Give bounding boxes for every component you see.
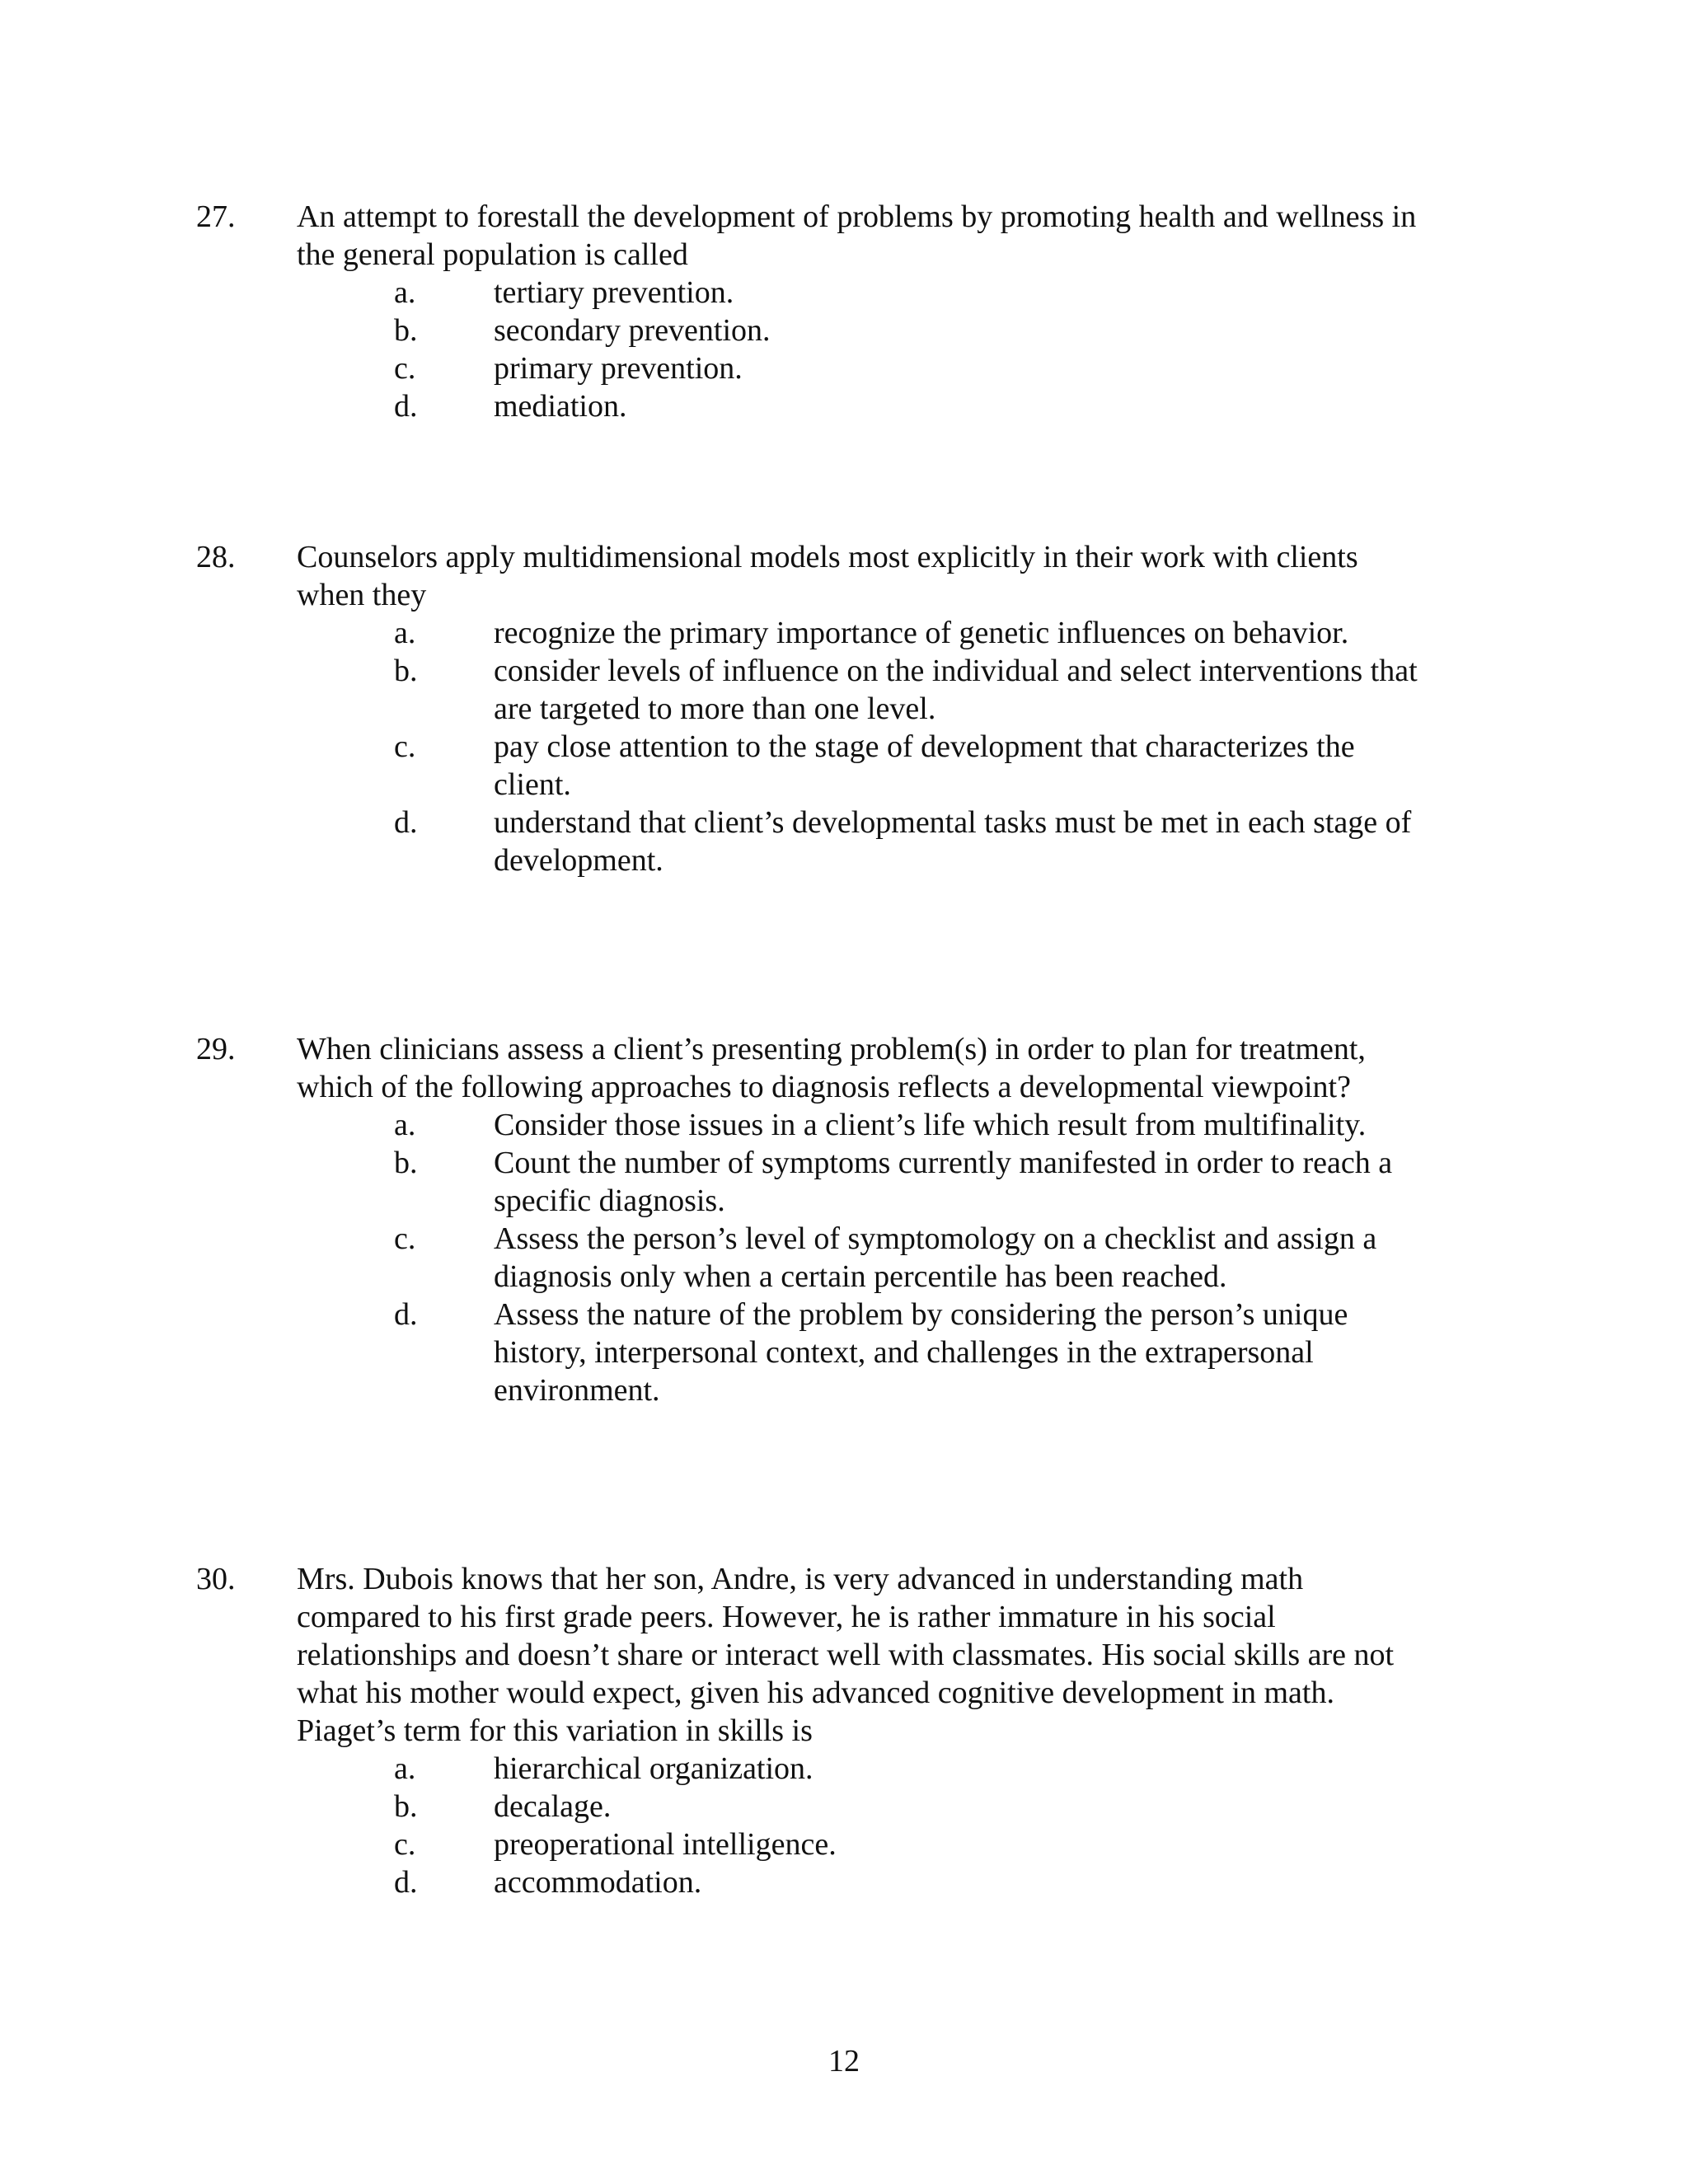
option-text: primary prevention. xyxy=(494,351,743,386)
option-text: history, interpersonal context, and challenges in the extrapersonal xyxy=(494,1335,1314,1370)
option-text: client. xyxy=(494,767,571,802)
answer-options xyxy=(0,274,1688,425)
option-text: tertiary prevention. xyxy=(494,275,734,310)
option-a xyxy=(0,1106,1688,1144)
option-b xyxy=(0,652,1688,728)
stem-line: when they xyxy=(297,578,427,612)
option-text: understand that client’s developmental tasks must be met in each stage of xyxy=(494,805,1412,840)
question-number: 29. xyxy=(196,1032,236,1066)
stem-line: Mrs. Dubois knows that her son, Andre, is very advanced in understanding math xyxy=(297,1562,1304,1596)
stem-line: the general population is called xyxy=(297,237,688,272)
page-number: 12 xyxy=(828,2044,860,2079)
option-text: pay close attention to the stage of development that characterizes the xyxy=(494,729,1355,764)
option-letter: c. xyxy=(394,729,416,764)
option-letter: a. xyxy=(394,275,416,310)
question-stem xyxy=(297,198,1500,274)
question-stem xyxy=(297,1560,1500,1750)
option-a xyxy=(0,274,1688,312)
option-letter: a. xyxy=(394,1108,416,1142)
option-text: development. xyxy=(494,843,663,878)
option-letter: d. xyxy=(394,805,418,840)
option-text: environment. xyxy=(494,1373,660,1408)
option-text: accommodation. xyxy=(494,1865,702,1900)
option-d xyxy=(0,387,1688,425)
option-text: Consider those issues in a client’s life which result from multifinality. xyxy=(494,1108,1367,1142)
answer-options xyxy=(0,1750,1688,1901)
option-text: Assess the person’s level of symptomology on a checklist and assign a xyxy=(494,1221,1377,1256)
option-letter: a. xyxy=(394,1751,416,1786)
option-d xyxy=(0,804,1688,879)
option-text: consider levels of influence on the individual and select interventions that xyxy=(494,654,1418,688)
option-letter: b. xyxy=(394,313,418,348)
option-text: diagnosis only when a certain percentile has been reached. xyxy=(494,1259,1227,1294)
option-letter: b. xyxy=(394,1789,418,1824)
stem-line: which of the following approaches to diagnosis reflects a developmental viewpoint? xyxy=(297,1070,1351,1104)
option-text: Count the number of symptoms currently manifested in order to reach a xyxy=(494,1146,1393,1180)
option-text: secondary prevention. xyxy=(494,313,771,348)
stem-line: When clinicians assess a client’s presenting problem(s) in order to plan for treatment, xyxy=(297,1032,1366,1066)
option-c xyxy=(0,349,1688,387)
option-d xyxy=(0,1863,1688,1901)
option-a xyxy=(0,614,1688,652)
option-letter: d. xyxy=(394,1865,418,1900)
option-letter: d. xyxy=(394,389,418,424)
answer-options xyxy=(0,614,1688,879)
option-d xyxy=(0,1296,1688,1409)
stem-line: compared to his first grade peers. However, he is rather immature in his social xyxy=(297,1600,1276,1634)
option-a xyxy=(0,1750,1688,1788)
stem-line: Piaget’s term for this variation in skills is xyxy=(297,1713,813,1748)
option-b xyxy=(0,1788,1688,1825)
option-letter: d. xyxy=(394,1297,418,1332)
option-c xyxy=(0,728,1688,804)
question-number: 28. xyxy=(196,540,236,574)
option-b xyxy=(0,1144,1688,1220)
option-text: decalage. xyxy=(494,1789,612,1824)
option-letter: c. xyxy=(394,1221,416,1256)
option-letter: c. xyxy=(394,1827,416,1862)
question-number: 30. xyxy=(196,1562,236,1596)
stem-line: Counselors apply multidimensional models most explicitly in their work with clients xyxy=(297,540,1358,574)
question-stem xyxy=(297,1030,1500,1106)
stem-line: what his mother would expect, given his advanced cognitive development in math. xyxy=(297,1675,1334,1710)
option-b xyxy=(0,312,1688,349)
option-text: are targeted to more than one level. xyxy=(494,691,936,726)
option-text: specific diagnosis. xyxy=(494,1183,725,1218)
option-c xyxy=(0,1220,1688,1296)
stem-line: relationships and doesn’t share or interact well with classmates. His social skills are not xyxy=(297,1638,1395,1672)
answer-options xyxy=(0,1106,1688,1409)
option-letter: c. xyxy=(394,351,416,386)
option-c xyxy=(0,1825,1688,1863)
option-text: recognize the primary importance of genetic influences on behavior. xyxy=(494,616,1349,650)
option-text: mediation. xyxy=(494,389,627,424)
question-stem xyxy=(297,538,1500,614)
option-letter: b. xyxy=(394,1146,418,1180)
question-number: 27. xyxy=(196,199,236,234)
option-letter: b. xyxy=(394,654,418,688)
option-text: preoperational intelligence. xyxy=(494,1827,837,1862)
stem-line: An attempt to forestall the development of problems by promoting health and wellness in xyxy=(297,199,1417,234)
option-text: hierarchical organization. xyxy=(494,1751,814,1786)
option-text: Assess the nature of the problem by considering the person’s unique xyxy=(494,1297,1348,1332)
option-letter: a. xyxy=(394,616,416,650)
